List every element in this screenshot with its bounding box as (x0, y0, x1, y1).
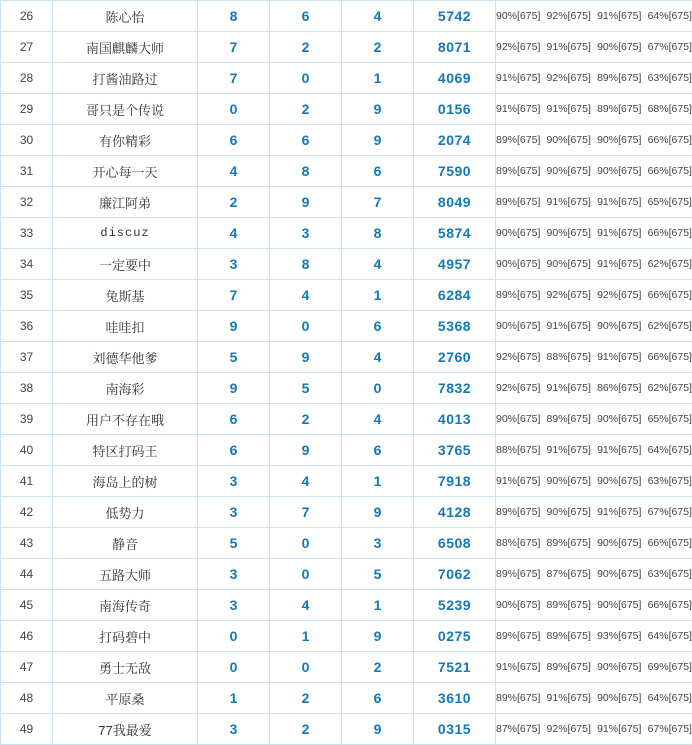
rate-value: 90%[675] (496, 321, 540, 332)
digit-cell-2: 9 (270, 187, 342, 218)
rates-cell (496, 280, 692, 311)
rate-value: 88%[675] (496, 445, 540, 456)
rate-value: 90%[675] (496, 11, 540, 22)
digit-cell-3: 5 (342, 559, 414, 590)
number-cell: 3610 (414, 683, 496, 714)
rates-cell (496, 404, 692, 435)
rank-cell: 31 (1, 156, 53, 187)
rates-cell (496, 435, 692, 466)
rate-value: 91%[675] (597, 352, 641, 363)
number-cell: 8049 (414, 187, 496, 218)
rate-value: 89%[675] (547, 538, 591, 549)
username-cell[interactable]: 平原桑 (53, 683, 198, 714)
number-cell: 0315 (414, 714, 496, 745)
digit-cell-2: 9 (270, 342, 342, 373)
rates-cell (496, 559, 692, 590)
digit-cell-2: 2 (270, 404, 342, 435)
digit-cell-2: 8 (270, 156, 342, 187)
table-row (1, 63, 692, 94)
digit-cell-2: 1 (270, 621, 342, 652)
rate-value: 91%[675] (597, 228, 641, 239)
rates-cell (496, 652, 692, 683)
number-cell: 5368 (414, 311, 496, 342)
rate-value: 93%[675] (597, 631, 641, 642)
ranking-table-body (1, 1, 692, 745)
digit-cell-1: 3 (198, 590, 270, 621)
username-cell[interactable]: discuz (53, 218, 198, 249)
digit-cell-1: 7 (198, 280, 270, 311)
digit-cell-1: 9 (198, 311, 270, 342)
digit-cell-2: 0 (270, 528, 342, 559)
digit-cell-1: 3 (198, 497, 270, 528)
digit-cell-1: 3 (198, 466, 270, 497)
rate-value: 90%[675] (597, 693, 641, 704)
digit-cell-1: 6 (198, 435, 270, 466)
digit-cell-2: 4 (270, 466, 342, 497)
table-row (1, 590, 692, 621)
digit-cell-3: 6 (342, 683, 414, 714)
rate-value: 90%[675] (496, 259, 540, 270)
digit-cell-1: 7 (198, 63, 270, 94)
rate-value: 87%[675] (547, 569, 591, 580)
rates-cell (496, 466, 692, 497)
digit-cell-2: 0 (270, 559, 342, 590)
rank-cell: 45 (1, 590, 53, 621)
rate-value: 90%[675] (547, 166, 591, 177)
rate-value: 91%[675] (597, 445, 641, 456)
rates-cell (496, 218, 692, 249)
username-cell[interactable]: 勇士无敌 (53, 652, 198, 683)
digit-cell-1: 3 (198, 249, 270, 280)
rate-value: 86%[675] (597, 383, 641, 394)
username-cell[interactable]: 陈心怡 (53, 1, 198, 32)
number-cell: 7521 (414, 652, 496, 683)
rates-cell (496, 125, 692, 156)
rate-value: 66%[675] (648, 538, 692, 549)
digit-cell-3: 6 (342, 311, 414, 342)
rate-value: 92%[675] (547, 724, 591, 735)
username-cell[interactable]: 南国麒麟大师 (53, 32, 198, 63)
table-row (1, 559, 692, 590)
rank-cell: 40 (1, 435, 53, 466)
number-cell: 5742 (414, 1, 496, 32)
digit-cell-3: 9 (342, 94, 414, 125)
rates-cell (496, 156, 692, 187)
rate-value: 89%[675] (496, 507, 540, 518)
rate-value: 91%[675] (597, 11, 641, 22)
username-cell[interactable]: 打酱油路过 (53, 63, 198, 94)
digit-cell-3: 8 (342, 218, 414, 249)
rank-cell: 47 (1, 652, 53, 683)
rate-value: 68%[675] (648, 104, 692, 115)
digit-cell-3: 4 (342, 1, 414, 32)
rate-value: 67%[675] (648, 42, 692, 53)
table-row (1, 497, 692, 528)
table-row (1, 652, 692, 683)
table-row (1, 187, 692, 218)
rate-value: 90%[675] (496, 600, 540, 611)
rank-cell: 34 (1, 249, 53, 280)
digit-cell-3: 9 (342, 714, 414, 745)
digit-cell-2: 9 (270, 435, 342, 466)
rates-cell (496, 187, 692, 218)
digit-cell-3: 9 (342, 497, 414, 528)
rate-value: 90%[675] (597, 538, 641, 549)
digit-cell-3: 3 (342, 528, 414, 559)
table-row (1, 125, 692, 156)
rates-cell (496, 714, 692, 745)
digit-cell-3: 1 (342, 590, 414, 621)
number-cell: 4069 (414, 63, 496, 94)
digit-cell-3: 1 (342, 63, 414, 94)
rate-value: 66%[675] (648, 135, 692, 146)
digit-cell-1: 1 (198, 683, 270, 714)
rate-value: 90%[675] (547, 476, 591, 487)
rate-value: 91%[675] (496, 73, 540, 84)
username-cell[interactable]: 南海彩 (53, 373, 198, 404)
rank-cell: 43 (1, 528, 53, 559)
digit-cell-2: 0 (270, 652, 342, 683)
rate-value: 90%[675] (496, 414, 540, 425)
rank-cell: 27 (1, 32, 53, 63)
rate-value: 91%[675] (496, 662, 540, 673)
rate-value: 90%[675] (597, 476, 641, 487)
digit-cell-3: 4 (342, 404, 414, 435)
rate-value: 88%[675] (547, 352, 591, 363)
rank-cell: 46 (1, 621, 53, 652)
rate-value: 64%[675] (648, 11, 692, 22)
rank-cell: 37 (1, 342, 53, 373)
username-cell[interactable]: 有你精彩 (53, 125, 198, 156)
digit-cell-2: 2 (270, 714, 342, 745)
rank-cell: 38 (1, 373, 53, 404)
rate-value: 89%[675] (547, 600, 591, 611)
number-cell: 6284 (414, 280, 496, 311)
number-cell: 2074 (414, 125, 496, 156)
digit-cell-1: 2 (198, 187, 270, 218)
number-cell: 8071 (414, 32, 496, 63)
digit-cell-1: 6 (198, 125, 270, 156)
username-cell[interactable]: 五路大师 (53, 559, 198, 590)
digit-cell-3: 9 (342, 621, 414, 652)
rate-value: 89%[675] (496, 631, 540, 642)
digit-cell-3: 7 (342, 187, 414, 218)
number-cell: 4957 (414, 249, 496, 280)
rate-value: 88%[675] (496, 538, 540, 549)
rate-value: 66%[675] (648, 228, 692, 239)
digit-cell-1: 0 (198, 94, 270, 125)
rate-value: 92%[675] (496, 352, 540, 363)
number-cell: 3765 (414, 435, 496, 466)
number-cell: 6508 (414, 528, 496, 559)
table-row (1, 683, 692, 714)
rates-cell (496, 497, 692, 528)
rate-value: 89%[675] (597, 73, 641, 84)
rate-value: 91%[675] (547, 383, 591, 394)
username-cell[interactable]: 哇哇扣 (53, 311, 198, 342)
table-row (1, 621, 692, 652)
digit-cell-2: 4 (270, 590, 342, 621)
digit-cell-1: 3 (198, 714, 270, 745)
digit-cell-1: 9 (198, 373, 270, 404)
digit-cell-3: 4 (342, 342, 414, 373)
rate-value: 92%[675] (597, 290, 641, 301)
rank-cell: 49 (1, 714, 53, 745)
table-row (1, 714, 692, 745)
rate-value: 92%[675] (496, 42, 540, 53)
table-row (1, 249, 692, 280)
rate-value: 89%[675] (597, 104, 641, 115)
rate-value: 91%[675] (547, 197, 591, 208)
rate-value: 92%[675] (547, 290, 591, 301)
table-row (1, 373, 692, 404)
table-row (1, 32, 692, 63)
table-row (1, 280, 692, 311)
rate-value: 91%[675] (547, 104, 591, 115)
table-row (1, 342, 692, 373)
rate-value: 91%[675] (547, 42, 591, 53)
rank-cell: 48 (1, 683, 53, 714)
table-row (1, 1, 692, 32)
rate-value: 66%[675] (648, 600, 692, 611)
rate-value: 89%[675] (496, 290, 540, 301)
digit-cell-1: 6 (198, 404, 270, 435)
rate-value: 64%[675] (648, 631, 692, 642)
digit-cell-3: 1 (342, 280, 414, 311)
rank-cell: 35 (1, 280, 53, 311)
digit-cell-1: 4 (198, 218, 270, 249)
table-row (1, 94, 692, 125)
rates-cell (496, 528, 692, 559)
rate-value: 91%[675] (496, 104, 540, 115)
rate-value: 89%[675] (496, 197, 540, 208)
number-cell: 7062 (414, 559, 496, 590)
digit-cell-3: 4 (342, 249, 414, 280)
rate-value: 64%[675] (648, 445, 692, 456)
digit-cell-1: 0 (198, 652, 270, 683)
digit-cell-3: 1 (342, 466, 414, 497)
rate-value: 87%[675] (496, 724, 540, 735)
digit-cell-1: 4 (198, 156, 270, 187)
username-cell[interactable]: 打码碧中 (53, 621, 198, 652)
digit-cell-2: 2 (270, 683, 342, 714)
table-row (1, 218, 692, 249)
number-cell: 2760 (414, 342, 496, 373)
rate-value: 62%[675] (648, 321, 692, 332)
rate-value: 67%[675] (648, 724, 692, 735)
rank-cell: 44 (1, 559, 53, 590)
username-cell[interactable]: 静音 (53, 528, 198, 559)
number-cell: 4013 (414, 404, 496, 435)
rates-cell (496, 63, 692, 94)
rate-value: 89%[675] (496, 166, 540, 177)
number-cell: 0156 (414, 94, 496, 125)
table-row (1, 435, 692, 466)
rate-value: 66%[675] (648, 352, 692, 363)
digit-cell-2: 2 (270, 94, 342, 125)
rate-value: 90%[675] (597, 166, 641, 177)
digit-cell-1: 0 (198, 621, 270, 652)
rate-value: 89%[675] (547, 631, 591, 642)
rates-cell (496, 249, 692, 280)
rank-cell: 30 (1, 125, 53, 156)
rate-value: 89%[675] (547, 414, 591, 425)
rate-value: 90%[675] (597, 135, 641, 146)
table-row (1, 404, 692, 435)
rate-value: 92%[675] (547, 11, 591, 22)
digit-cell-2: 7 (270, 497, 342, 528)
rate-value: 92%[675] (496, 383, 540, 394)
rate-value: 64%[675] (648, 693, 692, 704)
digit-cell-3: 2 (342, 652, 414, 683)
username-cell[interactable]: 用户不存在哦 (53, 404, 198, 435)
rate-value: 91%[675] (547, 445, 591, 456)
username-cell[interactable]: 77我最爱 (53, 714, 198, 745)
rank-cell: 32 (1, 187, 53, 218)
number-cell: 5239 (414, 590, 496, 621)
rate-value: 63%[675] (648, 476, 692, 487)
rate-value: 89%[675] (496, 569, 540, 580)
rank-cell: 42 (1, 497, 53, 528)
digit-cell-1: 5 (198, 342, 270, 373)
rate-value: 66%[675] (648, 290, 692, 301)
rate-value: 90%[675] (597, 414, 641, 425)
number-cell: 7918 (414, 466, 496, 497)
rate-value: 67%[675] (648, 507, 692, 518)
rates-cell (496, 94, 692, 125)
username-cell[interactable]: 开心每一天 (53, 156, 198, 187)
digit-cell-3: 9 (342, 125, 414, 156)
digit-cell-1: 8 (198, 1, 270, 32)
rate-value: 62%[675] (648, 383, 692, 394)
rate-value: 89%[675] (496, 135, 540, 146)
rates-cell (496, 1, 692, 32)
rate-value: 90%[675] (547, 228, 591, 239)
digit-cell-2: 0 (270, 311, 342, 342)
table-row (1, 528, 692, 559)
username-cell[interactable]: 兔斯基 (53, 280, 198, 311)
rate-value: 65%[675] (648, 414, 692, 425)
rate-value: 66%[675] (648, 166, 692, 177)
rate-value: 65%[675] (648, 197, 692, 208)
rate-value: 91%[675] (547, 693, 591, 704)
rate-value: 91%[675] (597, 507, 641, 518)
rank-cell: 39 (1, 404, 53, 435)
digit-cell-2: 5 (270, 373, 342, 404)
rank-cell: 28 (1, 63, 53, 94)
rate-value: 90%[675] (597, 600, 641, 611)
rates-cell (496, 311, 692, 342)
number-cell: 7832 (414, 373, 496, 404)
rate-value: 90%[675] (547, 135, 591, 146)
digit-cell-3: 6 (342, 156, 414, 187)
rate-value: 89%[675] (496, 693, 540, 704)
digit-cell-2: 0 (270, 63, 342, 94)
digit-cell-2: 3 (270, 218, 342, 249)
rate-value: 89%[675] (547, 662, 591, 673)
digit-cell-2: 6 (270, 1, 342, 32)
digit-cell-2: 4 (270, 280, 342, 311)
digit-cell-3: 2 (342, 32, 414, 63)
rates-cell (496, 373, 692, 404)
username-cell[interactable]: 海岛上的树 (53, 466, 198, 497)
username-cell[interactable]: 刘德华他爹 (53, 342, 198, 373)
digit-cell-3: 6 (342, 435, 414, 466)
rate-value: 90%[675] (496, 228, 540, 239)
digit-cell-2: 6 (270, 125, 342, 156)
rate-value: 91%[675] (597, 197, 641, 208)
rank-cell: 41 (1, 466, 53, 497)
number-cell: 5874 (414, 218, 496, 249)
rate-value: 91%[675] (597, 259, 641, 270)
table-row (1, 466, 692, 497)
username-cell[interactable]: 南海传奇 (53, 590, 198, 621)
digit-cell-1: 5 (198, 528, 270, 559)
username-cell[interactable]: 一定要中 (53, 249, 198, 280)
number-cell: 0275 (414, 621, 496, 652)
rates-cell (496, 342, 692, 373)
number-cell: 4128 (414, 497, 496, 528)
digit-cell-1: 7 (198, 32, 270, 63)
number-cell: 7590 (414, 156, 496, 187)
rate-value: 62%[675] (648, 259, 692, 270)
rank-cell: 29 (1, 94, 53, 125)
digit-cell-1: 3 (198, 559, 270, 590)
digit-cell-2: 2 (270, 32, 342, 63)
rates-cell (496, 590, 692, 621)
rates-cell (496, 683, 692, 714)
rate-value: 92%[675] (547, 73, 591, 84)
username-cell[interactable]: 特区打码王 (53, 435, 198, 466)
rate-value: 90%[675] (597, 569, 641, 580)
rate-value: 91%[675] (496, 476, 540, 487)
rate-value: 90%[675] (597, 321, 641, 332)
rates-cell (496, 621, 692, 652)
rank-cell: 26 (1, 1, 53, 32)
rates-cell (496, 32, 692, 63)
digit-cell-2: 8 (270, 249, 342, 280)
digit-cell-3: 0 (342, 373, 414, 404)
rate-value: 90%[675] (597, 662, 641, 673)
rank-cell: 33 (1, 218, 53, 249)
table-row (1, 311, 692, 342)
rate-value: 91%[675] (597, 724, 641, 735)
username-cell[interactable]: 低势力 (53, 497, 198, 528)
rate-value: 90%[675] (547, 507, 591, 518)
rate-value: 63%[675] (648, 569, 692, 580)
rate-value: 63%[675] (648, 73, 692, 84)
username-cell[interactable]: 哥只是个传说 (53, 94, 198, 125)
rate-value: 69%[675] (648, 662, 692, 673)
rate-value: 90%[675] (547, 259, 591, 270)
username-cell[interactable]: 廉江阿弟 (53, 187, 198, 218)
rate-value: 90%[675] (597, 42, 641, 53)
table-row (1, 156, 692, 187)
rate-value: 91%[675] (547, 321, 591, 332)
rank-cell: 36 (1, 311, 53, 342)
